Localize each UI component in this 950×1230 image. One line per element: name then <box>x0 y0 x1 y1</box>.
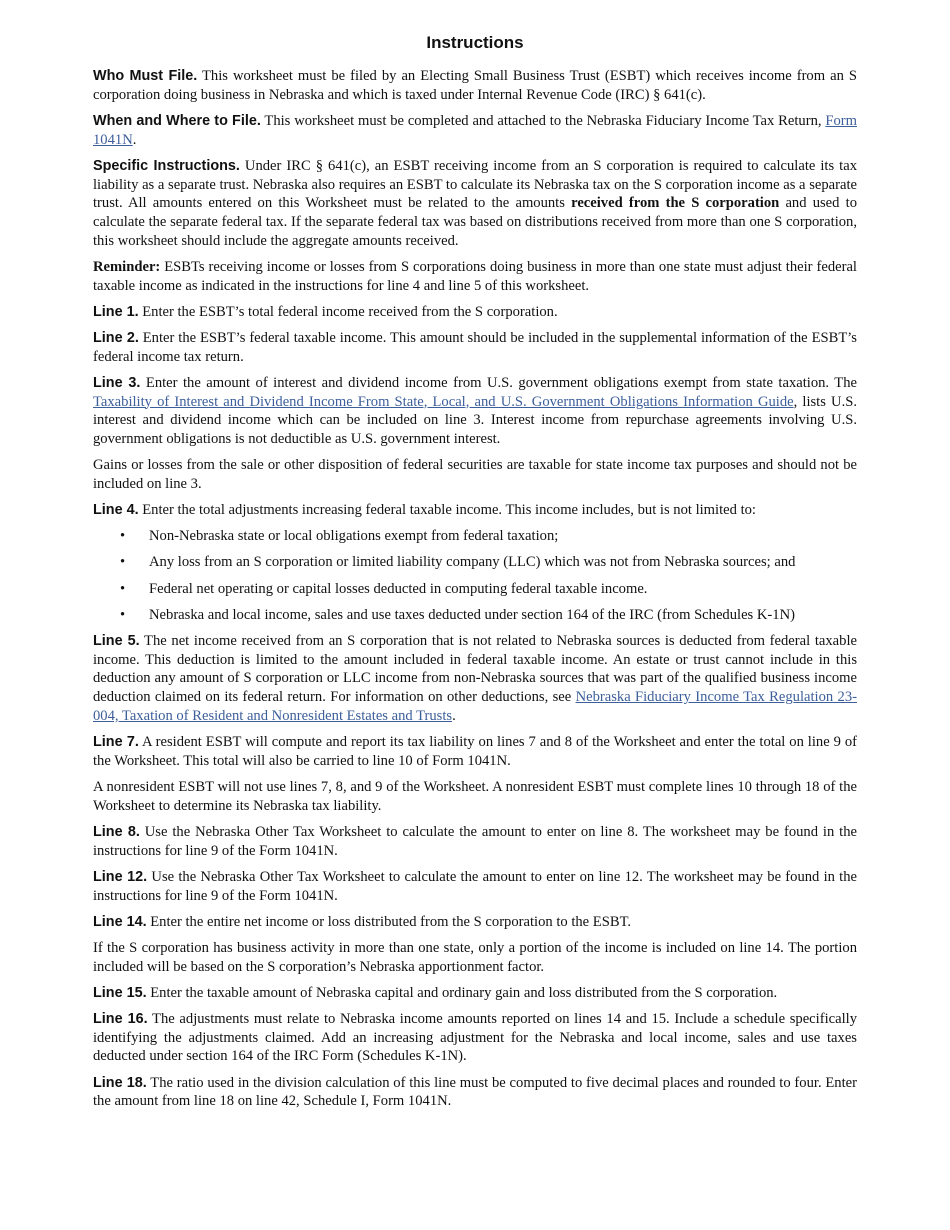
document-link[interactable]: Nebraska Fiduciary Income Tax Regulation 23-004, Taxation of Resident and Nonresident Estates and Trusts <box>93 689 857 724</box>
instruction-paragraph <box>93 374 857 449</box>
paragraph-text: Enter the total adjustments increasing federal taxable income. This income includes, but is not limited to: <box>138 502 756 519</box>
instructions-document <box>93 30 857 1119</box>
list-item <box>93 606 857 625</box>
instruction-paragraph <box>93 112 857 149</box>
paragraph-text: A nonresident ESBT will not use lines 7, 8, and 9 of the Worksheet. A nonresident ESBT must complete lines 10 through 18 of the Worksheet to determine its Nebraska tax liability. <box>93 779 857 814</box>
list-item <box>93 527 857 546</box>
paragraph-heading: Line 16. <box>93 1011 148 1028</box>
list-item-text: Nebraska and local income, sales and use taxes deducted under section 164 of the IRC (from Schedules K-1N) <box>149 606 795 623</box>
instruction-paragraph <box>93 913 857 932</box>
instruction-paragraph <box>93 329 857 366</box>
bullet-icon: • <box>120 554 126 571</box>
paragraph-heading: Line 8. <box>93 823 140 840</box>
paragraph-text: ESBTs receiving income or losses from S corporations doing business in more than one state must adjust their federal taxable income as indicated in the instructions for line 4 and line 5 of this worksheet. <box>93 258 857 294</box>
bullet-list <box>93 527 857 624</box>
paragraph-text: If the S corporation has business activity in more than one state, only a portion of the income is included on line 14. The portion included will be based on the S corporation’s Nebraska apportionment factor. <box>93 939 857 975</box>
page-title: Instructions <box>426 33 524 52</box>
paragraph-heading: Line 4. <box>93 502 139 519</box>
list-item <box>93 580 857 599</box>
emphasis-text: received from the S corporation <box>571 195 780 212</box>
instruction-paragraph <box>93 67 857 104</box>
paragraph-text: Enter the ESBT’s federal taxable income. This amount should be included in the supplemental information of the ESBT’s federal income tax return. <box>93 329 857 365</box>
list-item <box>93 553 857 572</box>
paragraph-text: . <box>132 131 137 148</box>
paragraph-text: Use the Nebraska Other Tax Worksheet to calculate the amount to enter on line 12. The worksheet may be found in the instructions for line 9 of the Form 1041N. <box>93 868 857 904</box>
paragraph-text: Under IRC § 641(c), an ESBT receiving income from an S corporation is required to calculate its tax liability as a separate trust. Nebraska also requires an ESBT to calculate its Nebraska tax on the S corporation income as a separate trust. All amounts entered on this Worksheet must be related to the amounts <box>93 157 857 212</box>
paragraph-heading: Line 14. <box>93 913 147 930</box>
instruction-paragraph <box>93 501 857 520</box>
bullet-icon: • <box>120 606 126 623</box>
paragraph-heading: Line 5. <box>93 633 140 650</box>
paragraph-heading: Specific Instructions. <box>93 157 240 174</box>
paragraph-heading: Line 18. <box>93 1074 147 1091</box>
document-link[interactable]: Taxability of Interest and Dividend Income From State, Local, and U.S. Government Obligations Information Guide <box>93 393 794 410</box>
paragraph-text: A resident ESBT will compute and report its tax liability on lines 7 and 8 of the Worksheet and enter the total on line 9 of the Worksheet. This total will also be carried to line 10 of Form 1041N. <box>93 734 857 769</box>
paragraph-text: Enter the entire net income or loss distributed from the S corporation to the ESBT. <box>146 913 632 930</box>
paragraph-text: Use the Nebraska Other Tax Worksheet to calculate the amount to enter on line 8. The worksheet may be found in the instructions for line 9 of the Form 1041N. <box>93 823 857 859</box>
paragraph-text: The ratio used in the division calculation of this line must be computed to five decimal places and rounded to four. Enter the amount from line 18 on line 42, Schedule I, Form 1041N. <box>93 1074 857 1110</box>
paragraph-text: Enter the amount of interest and dividend income from U.S. government obligations exempt from state taxation. The <box>140 374 857 391</box>
paragraph-text: and used to calculate the separate federal tax. If the separate federal tax was based on distributions received from more than one S corporation, this worksheet should include the aggregate amounts received. <box>93 195 857 249</box>
paragraph-text: The adjustments must relate to Nebraska income amounts reported on lines 14 and 15. Include a schedule specifically identifying the adjustments claimed. Add an increasing adjustment for the Nebraska and local income, sales and use taxes deducted under section 164 of the IRC Form (Schedules K-1N). <box>93 1011 857 1065</box>
instruction-paragraph <box>93 1074 857 1111</box>
list-item-text: Any loss from an S corporation or limited liability company (LLC) which was not from Nebraska sources; and <box>149 554 796 571</box>
paragraph-text: This worksheet must be completed and attached to the Nebraska Fiduciary Income Tax Return, <box>260 112 826 129</box>
paragraph-text: . <box>452 707 456 724</box>
paragraph-text: The net income received from an S corporation that is not related to Nebraska sources is deducted from federal taxable income. This deduction is limited to the amount included in federal taxable income. An estate or trust cannot include in this deduction any amount of S corporation or LLC income from non-Nebraska sources that was part of the qualified business income deduction claimed on its federal return. For information on other deductions, see <box>93 633 857 706</box>
paragraph-heading: Line 12. <box>93 868 148 885</box>
paragraph-heading: When and Where to File. <box>93 112 261 129</box>
list-item-text: Federal net operating or capital losses deducted in computing federal taxable income. <box>149 580 648 597</box>
bullet-icon: • <box>120 580 126 597</box>
list-item-text: Non-Nebraska state or local obligations exempt from federal taxation; <box>149 528 559 545</box>
instruction-paragraph <box>93 984 857 1003</box>
paragraph-heading: Reminder: <box>93 258 161 275</box>
paragraph-heading: Line 7. <box>93 734 139 751</box>
bullet-icon: • <box>120 528 126 545</box>
instruction-paragraph <box>93 258 857 295</box>
instruction-paragraph <box>93 868 857 905</box>
paragraph-text: Gains or losses from the sale or other disposition of federal securities are taxable for state income tax purposes and should not be included on line 3. <box>93 457 857 492</box>
paragraph-text: Enter the ESBT’s total federal income received from the S corporation. <box>138 303 558 320</box>
paragraph-heading: Who Must File. <box>93 68 198 84</box>
paragraph-text: , lists U.S. interest and dividend income which can be included on line 3. Interest income from repurchase agreements involving U.S. government obligations is not deductible as U.S. government interest. <box>93 393 857 447</box>
instruction-paragraph <box>93 939 857 976</box>
document-link[interactable]: Form 1041N <box>93 112 857 148</box>
instruction-paragraph <box>93 456 857 493</box>
instruction-paragraph <box>93 778 857 815</box>
paragraph-heading: Line 2. <box>93 329 139 346</box>
paragraph-heading: Line 15. <box>93 984 147 1001</box>
instruction-paragraph <box>93 823 857 860</box>
instruction-paragraph <box>93 632 857 726</box>
paragraph-text: This worksheet must be filed by an Electing Small Business Trust (ESBT) which receives income from an S corporation doing business in Nebraska and which is taxed under Internal Revenue Code (IRC) § 641(c). <box>93 68 857 103</box>
instruction-paragraph <box>93 1010 857 1066</box>
paragraph-text: Enter the taxable amount of Nebraska capital and ordinary gain and loss distributed from the S corporation. <box>146 984 778 1001</box>
instructions-body <box>93 67 857 1111</box>
paragraph-heading: Line 1. <box>93 303 139 320</box>
paragraph-heading: Line 3. <box>93 374 141 391</box>
instruction-paragraph <box>93 733 857 770</box>
instruction-paragraph <box>93 303 857 322</box>
instruction-paragraph <box>93 157 857 251</box>
